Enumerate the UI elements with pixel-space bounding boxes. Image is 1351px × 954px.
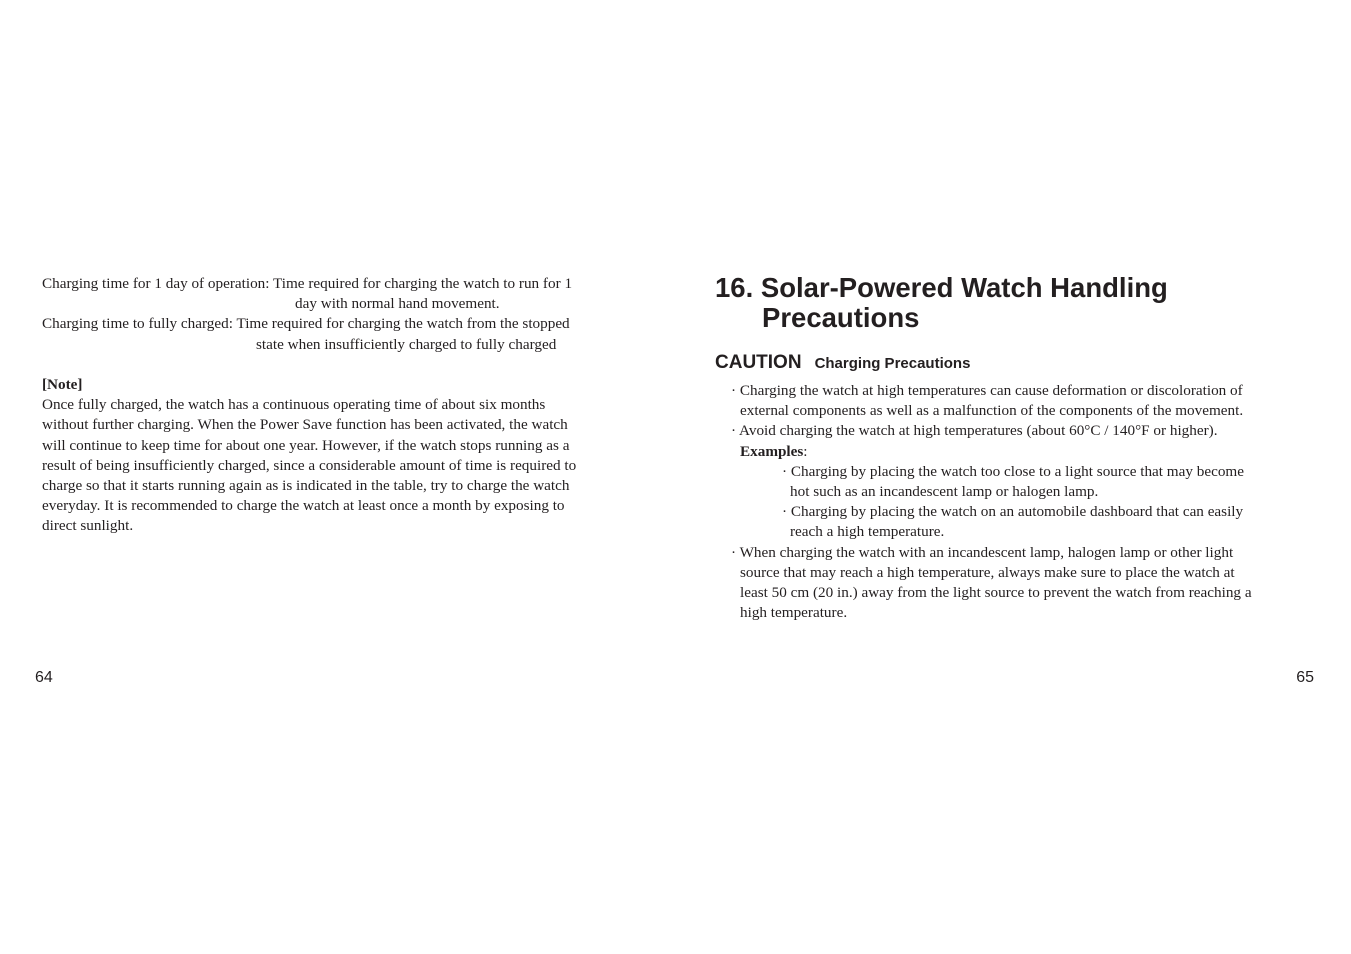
definition-full-charge-line2: state when insufficiently charged to fully charged: [256, 335, 557, 353]
note-line: Once fully charged, the watch has a continuous operating time of about six months: [42, 396, 546, 414]
caution-heading: [715, 351, 970, 376]
example-light-source-line2: hot such as an incandescent lamp or halogen lamp.: [790, 483, 1099, 501]
section-title-line1: 16. Solar-Powered Watch Handling: [715, 272, 1168, 303]
note-section: [42, 375, 642, 537]
note-heading: [Note]: [42, 376, 83, 393]
bullet-lamp-distance-line4: high temperature.: [740, 604, 848, 622]
page-number-right: 65: [1296, 669, 1314, 686]
section-title: [715, 273, 1168, 333]
definition-full-charge-line1: Charging time to fully charged: Time required for charging the watch from the stopped: [42, 315, 570, 333]
bullet-lamp-distance-line2: source that may reach a high temperature, always make sure to place the watch at: [740, 563, 1235, 581]
note-line: everyday. It is recommended to charge the watch at least once a month by exposing to: [42, 497, 565, 515]
example-light-source-line1: · Charging by placing the watch too close to a light source that may become: [782, 462, 1244, 480]
definition-one-day-line2: day with normal hand movement.: [295, 295, 500, 313]
examples-colon: :: [803, 442, 808, 460]
bullet-high-temp-line2: external components as well as a malfunction of the components of the movement.: [740, 402, 1244, 420]
bullet-avoid-charging: · Avoid charging the watch at high temperatures (about 60°C / 140°F or higher).: [731, 422, 1218, 440]
caution-subtitle: Charging Precautions: [814, 355, 971, 372]
bullet-high-temp-line1: · Charging the watch at high temperatures can cause deformation or discoloration of: [731, 382, 1243, 399]
example-dashboard-line1: · Charging by placing the watch on an automobile dashboard that can easily: [782, 503, 1244, 521]
bullet-lamp-distance-line3: least 50 cm (20 in.) away from the light source to prevent the watch from reaching a: [740, 584, 1252, 602]
note-line: without further charging. When the Power Save function has been activated, the watch: [42, 416, 568, 434]
note-line: charge so that it starts running again as is indicated in the table, try to charge the watch: [42, 477, 570, 495]
examples-label: [731, 442, 1331, 462]
charging-time-definitions: [42, 274, 642, 355]
examples-label-text: Examples: [740, 442, 804, 460]
definition-one-day-line1: Charging time for 1 day of operation: Time required for charging the watch to run for 1: [42, 275, 573, 292]
caution-label: CAUTION: [715, 352, 802, 373]
left-page: [0, 0, 675, 954]
note-line: will continue to keep time for about one year. However, if the watch stops running as a: [42, 436, 570, 454]
page-number-left: 64: [35, 669, 53, 686]
charging-precautions-list: [731, 381, 1331, 623]
right-page: [675, 0, 1351, 954]
section-title-line2: Precautions: [762, 302, 920, 333]
note-line: result of being insufficiently charged, since a considerable amount of time is required to: [42, 456, 577, 474]
note-line: direct sunlight.: [42, 517, 134, 535]
example-dashboard-line2: reach a high temperature.: [790, 523, 945, 541]
bullet-lamp-distance-line1: · When charging the watch with an incandescent lamp, halogen lamp or other light: [731, 543, 1234, 561]
